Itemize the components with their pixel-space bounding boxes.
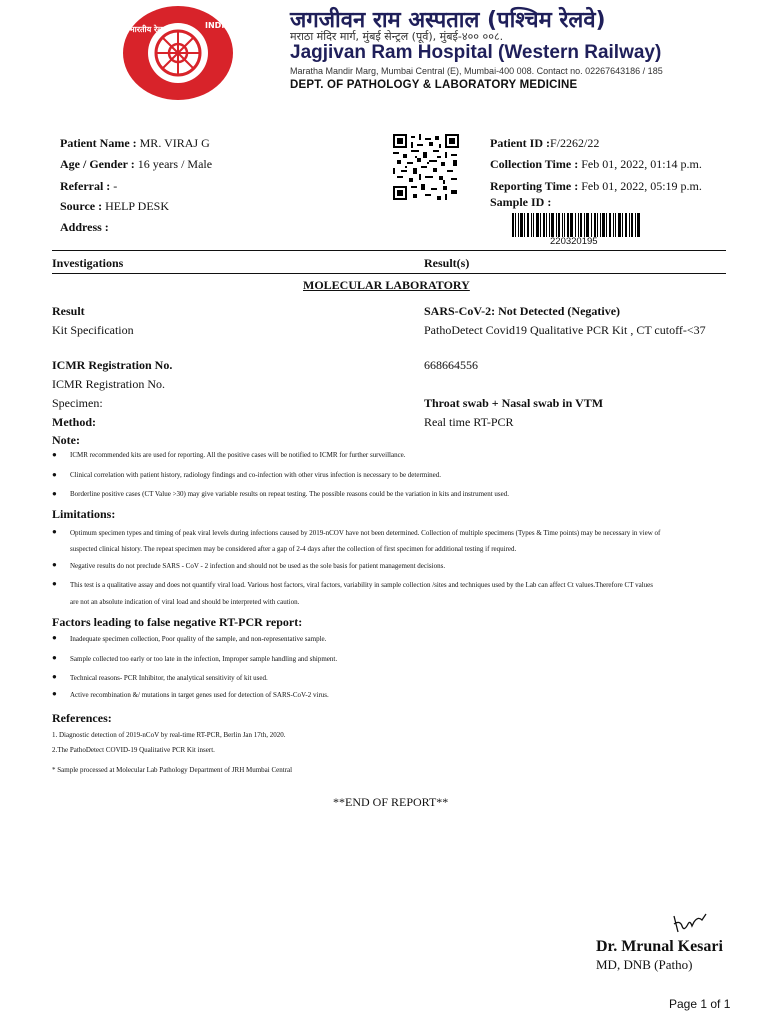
factor-item: Technical reasons- PCR Inhibitor, the analytical sensitivity of kit used. xyxy=(70,674,268,682)
patient-name-row xyxy=(60,136,210,151)
table-top-rule xyxy=(52,250,726,251)
note-item: ICMR recommended kits are used for reporting. All the positive cases will be notified to ICMR for further surveillance. xyxy=(70,451,406,459)
sample-id-label: Sample ID : xyxy=(490,195,552,209)
collection-time-value: Feb 01, 2022, 01:14 p.m. xyxy=(581,157,702,171)
note-item: Clinical correlation with patient history, radiology findings and co-infection with other virus infection is necessary to be determined. xyxy=(70,471,442,479)
limitation-item-line: This test is a qualitative assay and does not quantify viral load. Various host factors, viral factors, variability in sample collection /sites and techniques used by the Lab can affect Ct values.Therefore CT values xyxy=(70,581,653,589)
logo-hindi-text: भारतीय रेल xyxy=(129,25,163,34)
bullet-icon: ● xyxy=(52,527,57,536)
limitation-item-line: suspected clinical history. The repeat specimen may be considered after a gap of 2-4 days after the collection of first specimen for additional testing if required. xyxy=(70,545,517,553)
referral-row xyxy=(60,179,117,194)
referral-label: Referral : xyxy=(60,179,111,193)
reference-footnote: * Sample processed at Molecular Lab Pathology Department of JRH Mumbai Central xyxy=(52,766,293,774)
factor-item: Sample collected too early or too late in the infection, Improper sample handling and shipment. xyxy=(70,655,338,663)
hospital-address-marathi: मराठा मंदिर मार्ग, मुंबई सेन्ट्रल (पूर्व), मुंबई-४०० ००८. xyxy=(290,30,504,43)
hospital-title-hindi: जगजीवन राम अस्पताल (पश्चिम रेलवे) xyxy=(290,8,606,33)
reference-item: 1. Diagnostic detection of 2019-nCoV by real-time RT-PCR, Berlin Jan 17th, 2020. xyxy=(52,731,286,739)
bullet-icon: ● xyxy=(52,689,57,698)
specimen-label: Specimen: xyxy=(52,396,103,410)
icmr-value: 668664556 xyxy=(424,358,478,372)
factor-item: Active recombination &/ mutations in target genes used for detection of SARS-CoV-2 virus. xyxy=(70,691,329,699)
bullet-icon: ● xyxy=(52,450,57,459)
limitation-item-line: are not an absolute indication of viral load and should be interpreted with caution. xyxy=(70,598,300,606)
bullet-icon: ● xyxy=(52,633,57,642)
section-title: MOLECULAR LABORATORY xyxy=(303,278,470,292)
patient-name-value: MR. VIRAJ G xyxy=(139,136,210,150)
collection-time-row xyxy=(490,157,702,172)
doctor-name: Dr. Mrunal Kesari xyxy=(596,938,723,955)
icmr-heading: ICMR Registration No. xyxy=(52,358,173,372)
age-gender-value: 16 years / Male xyxy=(137,157,213,171)
department-title: DEPT. OF PATHOLOGY & LABORATORY MEDICINE xyxy=(290,79,578,91)
reporting-time-label: Reporting Time : xyxy=(490,179,579,193)
limitations-heading: Limitations: xyxy=(52,507,116,521)
icmr-label: ICMR Registration No. xyxy=(52,377,165,391)
logo-text: INDIAN RAILWAYS xyxy=(205,21,286,30)
collection-time-label: Collection Time : xyxy=(490,157,579,171)
age-gender-label: Age / Gender : xyxy=(60,157,135,171)
reference-item: 2.The PathoDetect COVID-19 Qualitative PCR Kit insert. xyxy=(52,746,215,754)
limitation-item: Negative results do not preclude SARS - CoV - 2 infection and should not be used as the sole basis for patient management decisions. xyxy=(70,562,446,570)
address-row xyxy=(60,220,109,235)
limitation-item-line: Optimum specimen types and timing of peak viral levels during infections caused by 2019-nCOV have not been determined. Collection of multiple specimens (Types & Time points) may be necessary in view of xyxy=(70,529,661,537)
page-number: Page 1 of 1 xyxy=(669,997,731,1011)
sample-id-row xyxy=(490,195,551,210)
result-label: Result xyxy=(52,304,85,318)
source-row xyxy=(60,199,169,214)
bullet-icon: ● xyxy=(52,579,57,588)
note-heading: Note: xyxy=(52,433,80,447)
end-of-report: **END OF REPORT** xyxy=(333,795,449,809)
bullet-icon: ● xyxy=(52,672,57,681)
investigations-header: Investigations xyxy=(52,256,124,270)
qr-code xyxy=(393,134,459,200)
bullet-icon: ● xyxy=(52,470,57,479)
method-label: Method: xyxy=(52,415,96,429)
source-value: HELP DESK xyxy=(105,199,169,213)
bullet-icon: ● xyxy=(52,653,57,662)
note-item: Borderline positive cases (CT Value >30) may give variable results on repeat testing. The possible reasons could be the variation in kits and instrument used. xyxy=(70,490,510,498)
results-header: Result(s) xyxy=(424,256,470,270)
reporting-time-row xyxy=(490,179,702,194)
method-value: Real time RT-PCR xyxy=(424,415,514,429)
specimen-value: Throat swab + Nasal swab in VTM xyxy=(424,396,604,410)
kit-label: Kit Specification xyxy=(52,323,134,337)
address-label: Address : xyxy=(60,220,109,234)
doctor-degree: MD, DNB (Patho) xyxy=(596,957,693,972)
hospital-address: Maratha Mandir Marg, Mumbai Central (E), Mumbai-400 008. Contact no. 02267643186 / 185 xyxy=(290,66,663,76)
bullet-icon: ● xyxy=(52,560,57,569)
hospital-title-english: Jagjivan Ram Hospital (Western Railway) xyxy=(290,42,662,63)
indian-railways-logo xyxy=(121,4,286,102)
sample-barcode xyxy=(512,213,640,237)
patient-id-row xyxy=(490,136,599,151)
factor-item: Inadequate specimen collection, Poor quality of the sample, and non-representative sample. xyxy=(70,635,327,643)
barcode-number: 220320195 xyxy=(550,236,598,247)
referral-value: - xyxy=(113,179,118,193)
bullet-icon: ● xyxy=(52,489,57,498)
patient-id-value: F/2262/22 xyxy=(550,136,600,150)
table-header-rule xyxy=(52,273,726,274)
references-heading: References: xyxy=(52,711,112,725)
source-label: Source : xyxy=(60,199,103,213)
reporting-time-value: Feb 01, 2022, 05:19 p.m. xyxy=(581,179,702,193)
result-value: SARS-CoV-2: Not Detected (Negative) xyxy=(424,304,621,318)
kit-value: PathoDetect Covid19 Qualitative PCR Kit , CT cutoff-<37 xyxy=(424,323,706,337)
age-gender-row xyxy=(60,157,212,172)
patient-id-label: Patient ID : xyxy=(490,136,550,150)
signature-scribble xyxy=(670,910,710,938)
patient-name-label: Patient Name : xyxy=(60,136,137,150)
factors-heading: Factors leading to false negative RT-PCR report: xyxy=(52,615,303,629)
